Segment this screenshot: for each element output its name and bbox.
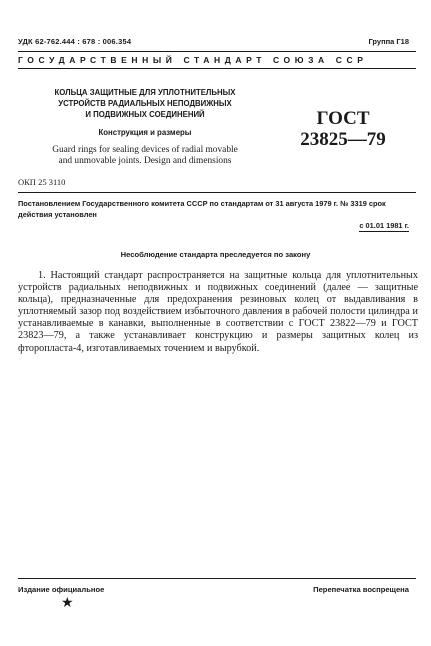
english-title-line: Guard rings for sealing devices of radial movable: [52, 145, 238, 155]
body-paragraph: 1. Настоящий стандарт распространяется на защитные кольца для уплотнительных устройств радиальных неподвижных и подвижных соединений (далее — защитные кольца), предназначенные для предохранения резиновых колец от выдавливания в уплотняемый зазор под воздействием избыточного давления в рабочей полости цилиндра и устанавливаемые в канавки, выполненные в соответствии с ГОСТ 23822—79 и ГОСТ 23823—79, а также устанавливает конструкцию и размеры защитных колец из фторопласта-4, изготавливаемых точением и вырубкой.: [18, 270, 418, 354]
star-icon: ★: [61, 594, 74, 610]
udk-code: УДК 62-762.444 : 678 : 006.354: [18, 37, 132, 46]
state-standard-banner: ГОСУДАРСТВЕННЫЙ СТАНДАРТ СОЮЗА ССР: [18, 55, 368, 65]
group-code: Группа Г18: [368, 37, 409, 46]
banner-rule: [18, 68, 416, 69]
legal-notice: Несоблюдение стандарта преследуется по закону: [120, 250, 311, 259]
top-rule: [18, 51, 416, 52]
official-edition: Издание официальное: [18, 585, 105, 594]
decree-text: Постановлением Государственного комитета СССР по стандартам от 31 августа 1979 г. № 3319 срок действия установлен: [18, 199, 386, 219]
effective-date: с 01.01 1981 г.: [359, 221, 409, 230]
english-title: [30, 145, 260, 167]
standard-subtitle: Конструкция и размеры: [98, 128, 192, 137]
footer-rule: [18, 578, 416, 579]
title-line: КОЛЬЦА ЗАЩИТНЫЕ ДЛЯ УПЛОТНИТЕЛЬНЫХ: [54, 88, 236, 97]
title-line: И ПОДВИЖНЫХ СОЕДИНЕНИЙ: [85, 109, 205, 119]
gost-number: 23825—79: [300, 129, 386, 150]
okp-rule: [18, 192, 416, 193]
standard-title: [30, 88, 260, 120]
okp-code: ОКП 25 3110: [18, 177, 66, 187]
gost-designation: [288, 108, 398, 150]
title-line: УСТРОЙСТВ РАДИАЛЬНЫХ НЕПОДВИЖНЫХ: [58, 98, 232, 108]
reprint-prohibited: Перепечатка воспрещена: [313, 585, 409, 594]
gost-label: ГОСТ: [316, 108, 370, 129]
english-title-line: and unmovable joints. Design and dimensions: [58, 156, 232, 166]
